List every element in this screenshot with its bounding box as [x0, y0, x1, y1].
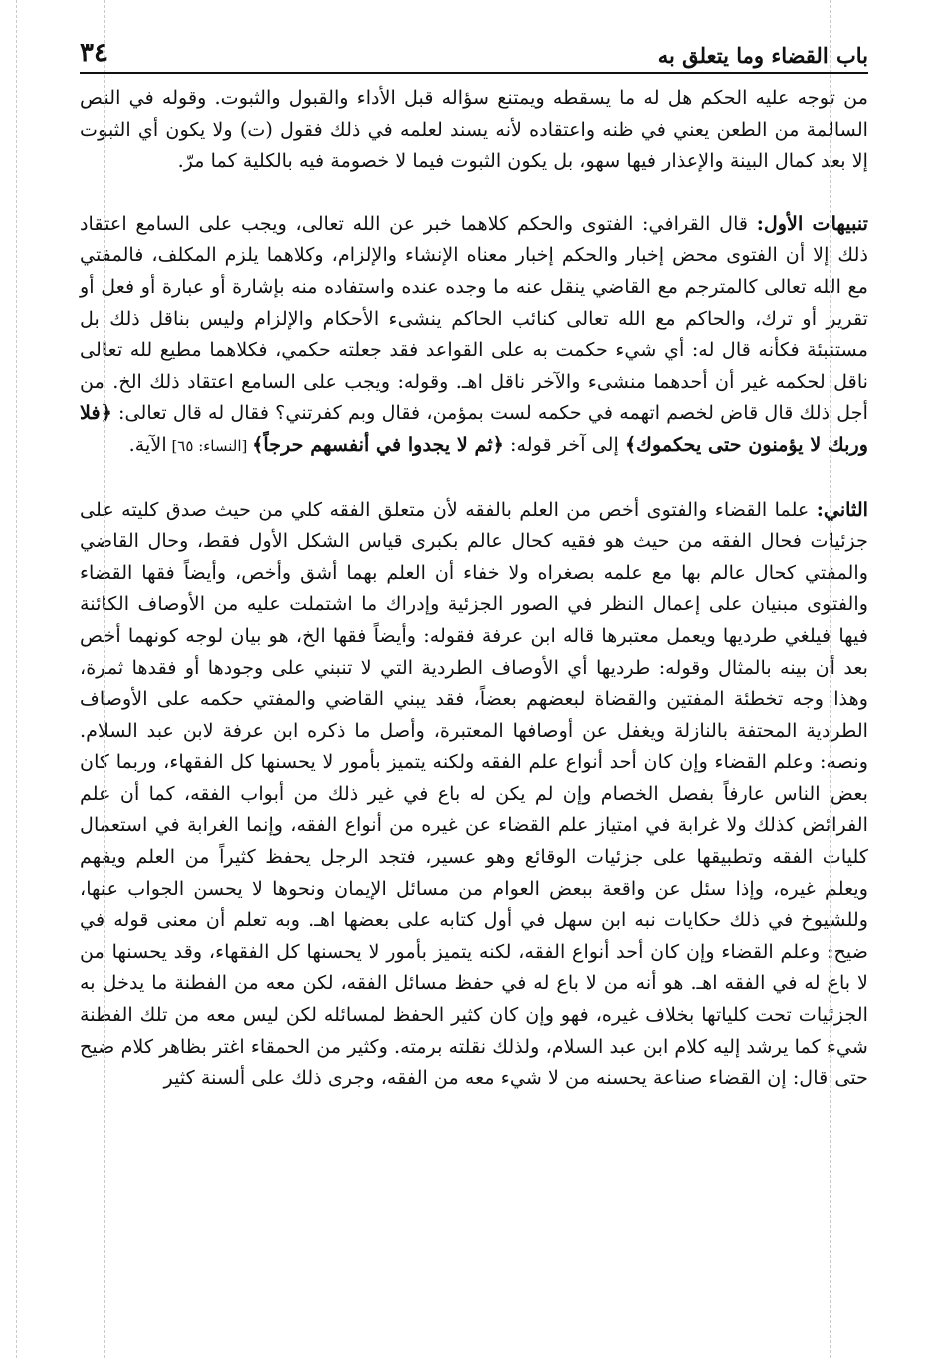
- section-heading-second: الثاني:: [816, 497, 868, 521]
- paragraph-text: علما القضاء والفتوى أخص من العلم بالفقه لأن متعلق الفقه كلي من حيث صدق كليته على جزئيات فحال الفقه من حيث هو فقيه كحال عالم بكبرى قياس الشكل الأول فقط، وحال القاضي والمفتي كحال عالم بها مع علمه بصغراه ولا خفاء أن العلم بهما أشق وأخص، وأيضاً فقها القضاء والفتوى مبنيان على إعمال النظر في الصور الجزئية وإدراك ما اشتملت عليه من الأوصاف الكائنة فيها فيلغي طرديها ويعمل معتبرها قاله ابن عرفة فقوله: وأيضاً فقها الخ، هو بيان لوجه كونهما أخص بعد أن بينه بالمثال وقوله: طرديها أي الأوصاف الطردية التي لا تنبني على وجودها أو فقدها ثمرة، وهذا وجه تخطئة المفتين والقضاة لبعضهم بعضاً، فقد يبني القاضي والمفتي حكمه على الأوصاف الطردية المحتفة بالنازلة ويغفل عن أوصافها المعتبرة، وأصل ما ذكره ابن عرفة لابن عبد السلام. ونصه: وعلم القضاء وإن كان أحد أنواع علم الفقه ولكنه يتميز بأمور لا يحسنها كل الفقهاء، وربما كان بعض الناس عارفاً بفصل الخصام وإن لم يكن له باع في غير ذلك من أبواب الفقه، كما أن علم الفرائض كذلك ولا غرابة في امتياز علم القضاء عن غيره من أنواع الفقه، وإنما الغرابة في استعمال كليات الفقه وتطبيقها على جزئيات الوقائع وهو عسير، فتجد الرجل يحفظ كثيراً من العلم ويفهم ويعلم غيره، وإذا سئل عن واقعة ببعض العوام من مسائل الإيمان ونحوها لا يحسن الجواب عنها، وللشيوخ في ذلك حكايات نبه ابن سهل في أول كتابه على بعضها اهـ. وبه تعلم أن معنى قوله في ضيح: وعلم القضاء وإن كان أحد أنواع الفقه، لكنه يتميز بأمور لا يحسنها كل الفقهاء، وقد يحسنها من لا باع له في الفقه اهـ. هو أنه من لا باع له في حفظ مسائل الفقه، لكن معه من الفطنة ما يدخل به الجزئيات تحت كلياتها بخلاف غيره، فهو وإن كان كثير الحفظ لمسائله لكن ليس معه من تلك الفطنة شيء كما يرشد إليه كلام ابن عبد السلام، ولذلك نقلته برمته. وكثير من الحمقاء اغتر بظاهر كلام ضيح حتى قال: إن القضاء صناعة يحسنه من لا شيء معه من الفقه، وجرى ذلك على ألسنة كثير: [80, 497, 868, 1090]
- quran-quote: ﴿ثم لا يجدوا في أنفسهم حرجاً﴾: [252, 432, 504, 456]
- paragraph-continuation: من توجه عليه الحكم هل له ما يسقطه ويمتنع سؤاله قبل الأداء والقبول والثبوت. وقوله في النص السالمة من الطعن يعني في ظنه واعتقاده لأنه يسند لعلمه في ذلك فقول (ت) ولا يكون أي الثبوت إلا بعد كمال البينة والإعذار فيها سهو، بل يكون الثبوت فيما لا خصومة فيه بالكلية كما مرّ.: [80, 86, 868, 173]
- page-number: ٣٤: [80, 38, 108, 68]
- scan-fold-line: [104, 0, 105, 1358]
- scan-fold-line: [830, 0, 831, 1358]
- scan-fold-line: [16, 0, 17, 1358]
- paragraph-text: الآية.: [128, 432, 167, 456]
- page-body: [80, 82, 868, 1094]
- running-title: باب القضاء وما يتعلق به: [657, 43, 868, 68]
- quran-quote: ﴿فلا وربك لا يؤمنون حتى يحكموك﴾: [80, 401, 868, 456]
- page-header: [80, 30, 868, 74]
- paragraph-text: قال القرافي: الفتوى والحكم كلاهما خبر عن الله تعالى، ويجب على السامع اعتقاد ذلك إلا أن الفتوى محض إخبار والحكم إخبار معناه الإنشاء والإلزام، وكلاهما يلزم المكلف، فالمفتي مع الله تعالى كالمترجم مع القاضي ينقل عنه ما وجده عنده واستفاده منه بإشارة أو عبارة أو فعل أو تقرير أو ترك، والحاكم مع الله تعالى كنائب الحاكم ينشىء الأحكام والإلزام وليس بناقل ذلك بل مستنبئة فكأنه قال له: أي شيء حكمت به على القواعد فقد جعلته حكمي، فكلاهما مطيع لله تعالى ناقل لحكمه غير أن أحدهما منشىء والآخر ناقل اهـ. وقوله: ويجب على السامع اعتقاد ذلك الخ. من أجل ذلك قال قاض لخصم اتهمه في حكمه لست بمؤمن، فقال وبم كفرتني؟ فقال له قال تعالى:: [80, 211, 868, 425]
- paragraph-first-note: [80, 208, 868, 463]
- section-heading-first: تنبيهات الأول:: [756, 211, 868, 235]
- verse-reference: [النساء: ٦٥]: [166, 436, 253, 455]
- paragraph-text: إلى آخر قوله:: [503, 432, 625, 456]
- paragraph-second-note: [80, 494, 868, 1094]
